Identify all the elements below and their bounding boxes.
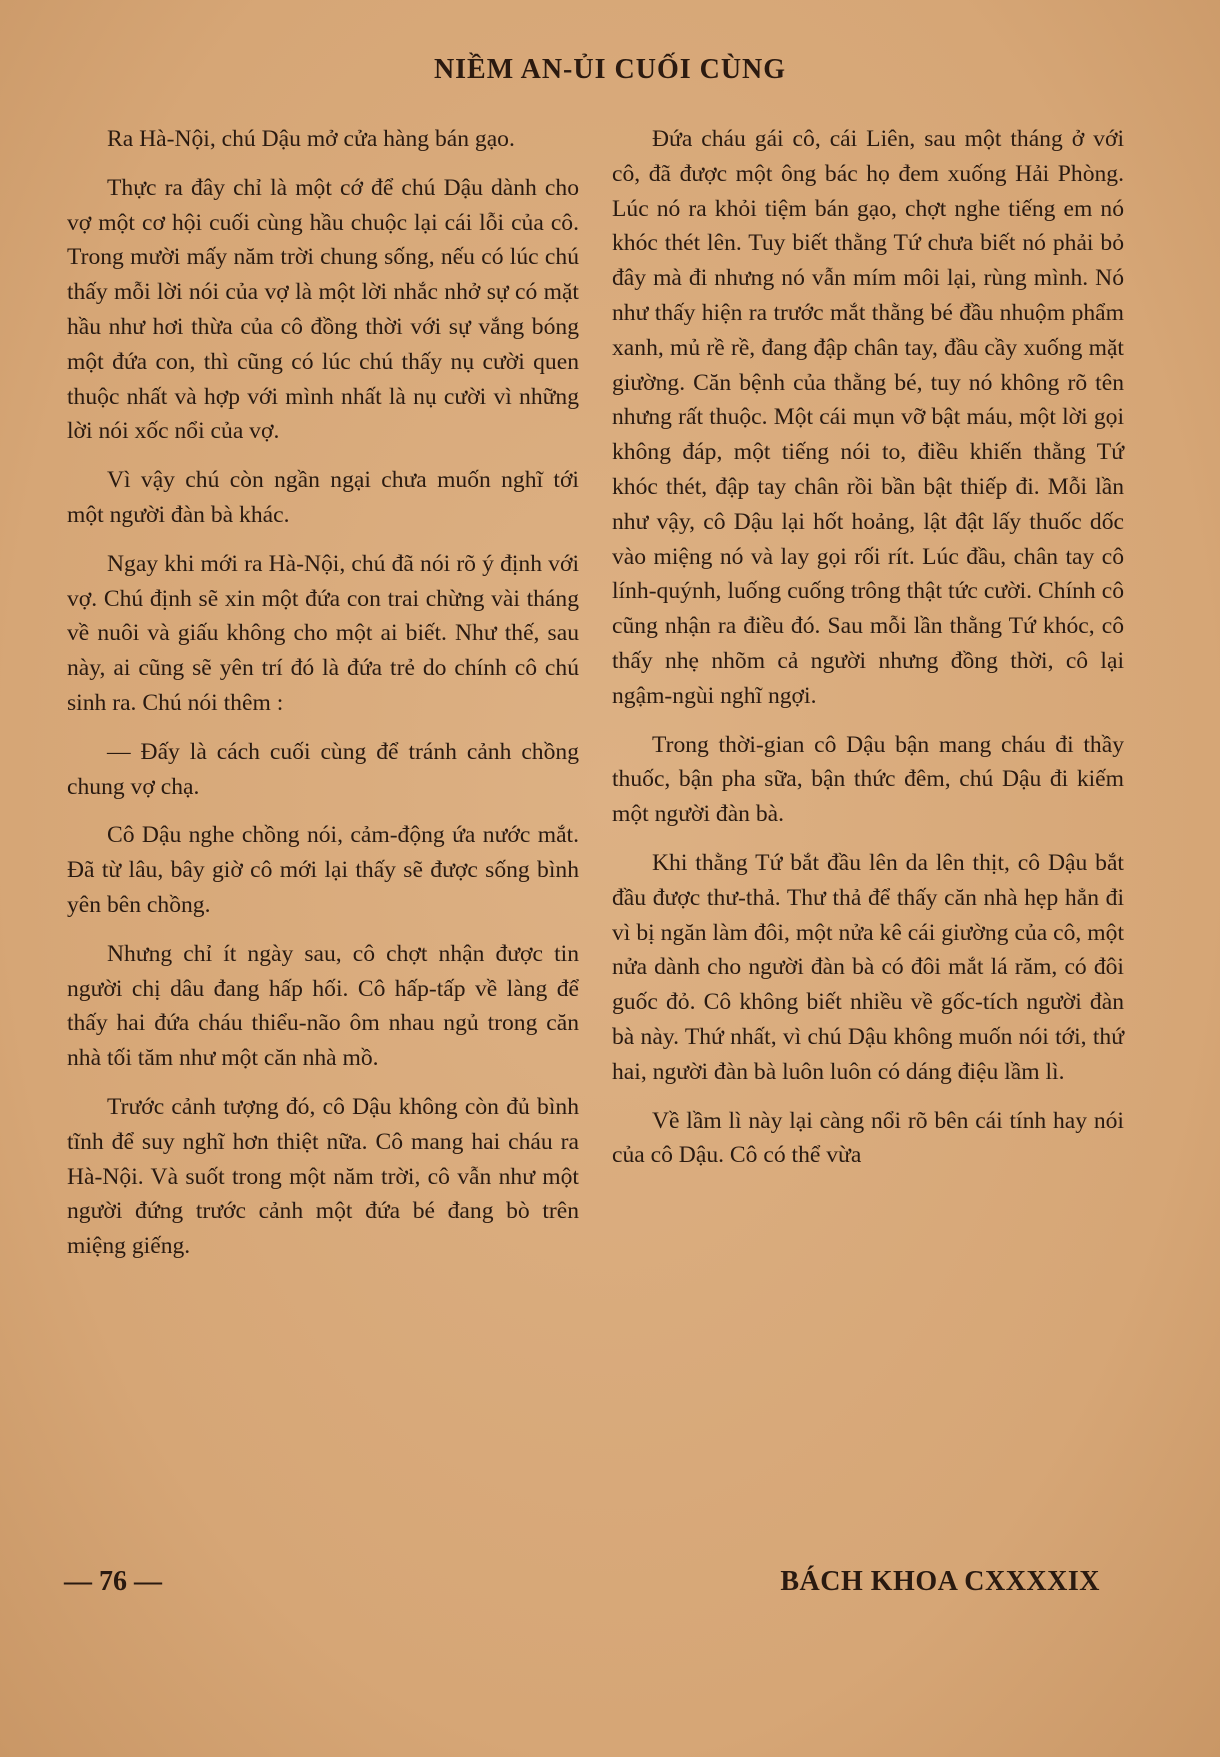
paragraph: Khi thằng Tứ bắt đầu lên da lên thịt, cô Dậu bắt đầu được thư-thả. Thư thả để thấy căn nhà hẹp hẳn đi vì bị ngăn làm đôi, một nửa kê cái giường của cô, một nửa dành cho người đàn bà có đôi mắt lá răm, có đôi guốc đỏ. Cô không biết nhiều về gốc-tích người đàn bà này. Thứ nhất, vì chú Dậu không muốn nói tới, thứ hai, người đàn bà luôn luôn có dáng điệu lầm lì.	[612, 849, 1124, 1085]
journal-issue: BÁCH KHOA CXXXXIX	[780, 1566, 1100, 1597]
paragraph: Thực ra đây chỉ là một cớ để chú Dậu dành cho vợ một cơ hội cuối cùng hầu chuộc lại cái lỗi của cô. Trong mười mấy năm trời chung sống, nếu có lúc chú thấy mỗi lời nói của vợ là một lời nhắc nhở sự có mặt hầu như hơi thừa của cô đồng thời với sự vắng bóng một đứa con, thì cũng có lúc chú thấy nụ cười quen thuộc nhất và hợp với mình nhất là nụ cười vì những lời nói xốc nổi của vợ.	[67, 174, 579, 445]
paragraph: Về lầm lì này lại càng nổi rõ bên cái tính hay nói của cô Dậu. Cô có thể vừa	[612, 1107, 1124, 1169]
paragraph: Nhưng chỉ ít ngày sau, cô chợt nhận được tin người chị dâu đang hấp hối. Cô hấp-tấp về làng để thấy hai đứa cháu thiểu-não ôm nhau ngủ trong căn nhà tối tăm như một căn nhà mồ.	[67, 940, 579, 1072]
paragraph: Vì vậy chú còn ngần ngại chưa muốn nghĩ tới một người đàn bà khác.	[67, 467, 579, 528]
paragraph: Cô Dậu nghe chồng nói, cảm-động ứa nước mắt. Đã từ lâu, bây giờ cô mới lại thấy sẽ được sống bình yên bên chồng.	[67, 822, 579, 918]
running-title: NIỀM AN-ỦI CUỐI CÙNG	[433, 54, 787, 85]
paragraph: Ra Hà-Nội, chú Dậu mở cửa hàng bán gạo.	[107, 126, 515, 152]
paragraph: Đứa cháu gái cô, cái Liên, sau một tháng ở với cô, đã được một ông bác họ đem xuống Hải Phòng. Lúc nó ra khỏi tiệm bán gạo, chợt nghe tiếng em nó khóc thét lên. Tuy biết thằng Tứ chưa biết nó phải bỏ đây mà đi nhưng nó vẫn mím môi lại, rùng mình. Nó như thấy hiện ra trước mắt thằng bé đầu nhuộm phẩm xanh, mủ rề rề, đang đập chân tay, đầu cầy xuống mặt giường. Căn bệnh của thằng bé, tuy nó không rõ tên nhưng rất thuộc. Một cái mụn vỡ bật máu, một lời gọi không đáp, một tiếng nói to, điều khiến thằng Tứ khóc thét, đập tay chân rồi bần bật thiếp đi. Mỗi lần như vậy, cô Dậu lại hốt hoảng, lật đật lấy thuốc dốc vào miệng nó và lay gọi rối rít. Lúc đầu, chân tay cô lính-quýnh, luống cuống trông thật tức cười. Chính cô cũng nhận ra điều đó. Sau mỗi lần thằng Tứ khóc, cô thấy nhẹ nhõm cả người nhưng đồng thời, cô lại ngậm-ngùi nghĩ ngợi.	[612, 126, 1124, 709]
dialogue-paragraph: — Đấy là cách cuối cùng để tránh cảnh chồng chung vợ chạ.	[67, 738, 579, 800]
paragraph: Trước cảnh tượng đó, cô Dậu không còn đủ bình tĩnh để suy nghĩ hơn thiệt nữa. Cô mang hai cháu ra Hà-Nội. Và suốt trong một năm trời, cô vẫn như một người đứng trước cảnh một đứa bé đang bò trên miệng giếng.	[67, 1093, 579, 1260]
paragraph: Trong thời-gian cô Dậu bận mang cháu đi thầy thuốc, bận pha sữa, bận thức đêm, chú Dậu đi kiếm một người đàn bà.	[612, 731, 1124, 828]
paragraph: Ngay khi mới ra Hà-Nội, chú đã nói rõ ý định với vợ. Chú định sẽ xin một đứa con trai chừng vài tháng về nuôi và giấu không cho một ai biết. Như thế, sau này, ai cũng sẽ yên trí đó là đứa trẻ do chính cô chú sinh ra. Chú nói thêm :	[67, 550, 579, 716]
page-number: — 76 —	[64, 1566, 162, 1597]
right-column	[612, 122, 1124, 1187]
left-column	[67, 122, 579, 1278]
